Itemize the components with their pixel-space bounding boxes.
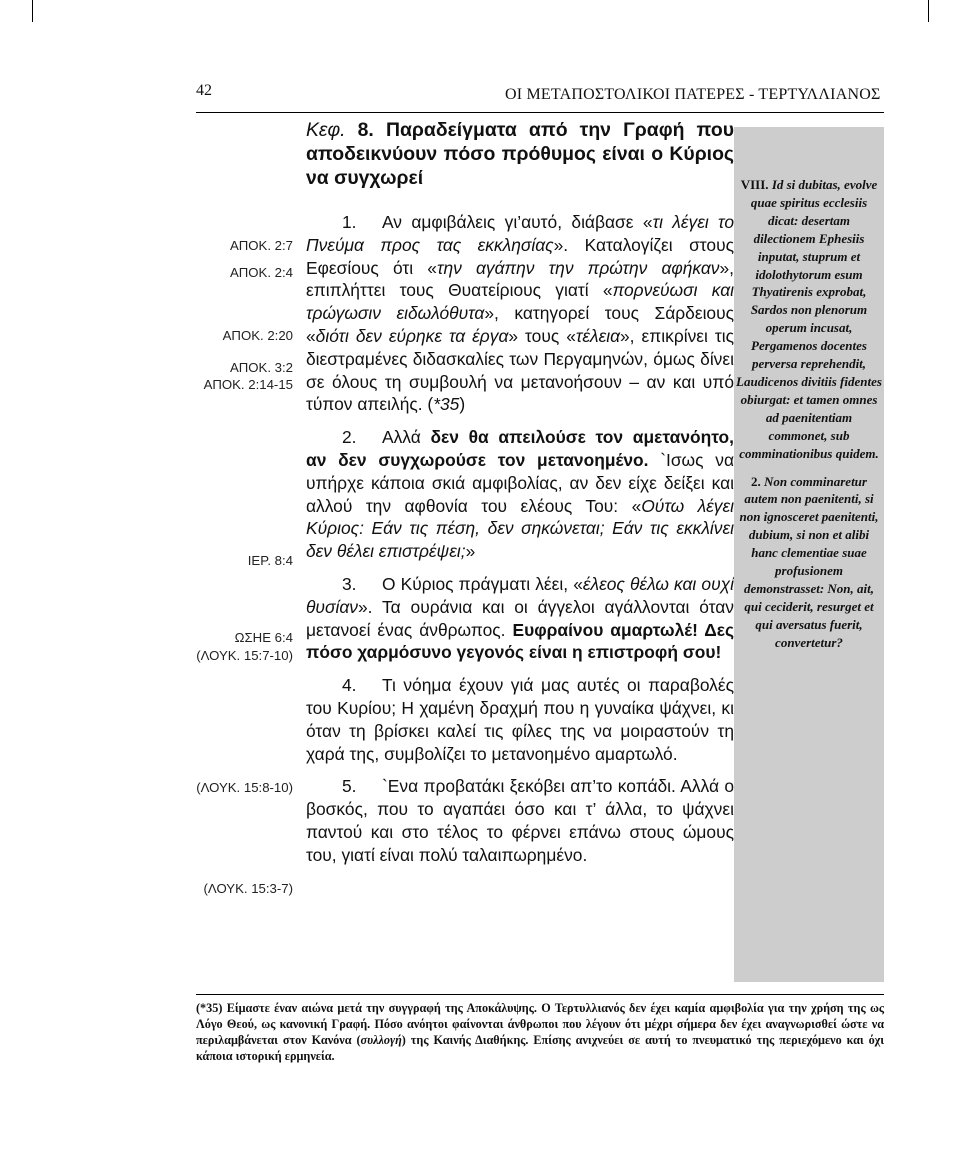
footnote-text: (*35) Είμαστε έναν αιώνα μετά την συγγραφή της Αποκάλυψης. Ο Τερτυλλιανός δεν έχει καμία αμφιβολία για την χρήση της ως Λόγο Θεού, ως κανονική Γραφή. Πόσο ανόητοι φαίνονται άνθρωποι που λέγουν ότι μέχρι σήμερα δεν έχει αναγνωρισθεί ώστε να περιλαμβάνεται στον Κανόνα ( <box>196 1001 884 1047</box>
crop-mark-top-right <box>928 0 929 22</box>
scripture-quote: έλεος θέλω και ουχί θυσίαν <box>306 573 734 617</box>
margin-ref: ΑΠΟΚ. 2:14-15 <box>203 377 293 392</box>
paragraph-5 <box>306 775 734 866</box>
latin-number: VIII. <box>740 177 769 192</box>
text-run: » τους « <box>508 325 576 346</box>
margin-ref: (ΛΟΥΚ. 15:8-10) <box>196 780 293 795</box>
footnote-italic: συλλογή <box>360 1032 402 1047</box>
latin-run: Non comminaretur autem non paenitenti, si non ignosceret paenitenti, dubium, si non et alibi hanc clementiae suae profusionem demonstrasset: Non, ait, qui ceciderit, resurget et qui aversatus fuerit, convertetur? <box>739 473 879 650</box>
footnote-text: ) της Καινής Διαθήκης. Επίσης ανιχνεύει σε αυτή το πνευματικό της περιεχόμενο και όχι κάποια ιστορική ερμηνεία. <box>196 1032 884 1063</box>
paragraph-number: 4. <box>342 675 357 696</box>
latin-number: 2. <box>751 473 761 489</box>
main-text <box>306 118 734 877</box>
paragraph-4 <box>306 674 734 765</box>
paragraph-3 <box>306 573 734 664</box>
margin-ref: ΑΠΟΚ. 3:2 <box>229 360 293 375</box>
text-run: ) <box>459 394 466 415</box>
text-run: ». Καταλογίζει στους Εφεσίους ότι « <box>306 234 734 278</box>
emphasis-text: δεν θα απειλούσε τον αμετανόητο, αν δεν συγχωρούσε τον μετανοημένο. <box>306 427 734 470</box>
page-number: 42 <box>196 82 212 99</box>
paragraph-number: 2. <box>342 427 357 448</box>
text-run: », επικρίνει τις διεστραμένες διδασκαλίες των Περγαμηνών, όμως δίνει σε όλους τη συμβουλή να μετανοήσουν – αν και υπό τύπον απειλής. ( <box>306 325 734 415</box>
scripture-quote: διότι δεν εύρηκε τα έργα <box>315 325 509 346</box>
scripture-quote: Ούτω λέγει Κύριος: Εάν τις πέση, δεν σηκώνεται; Εάν τις εκκλίνει δεν θέλει επιστρέψει; <box>306 495 734 562</box>
text-run: », επιπλήττει τους Θυατείριους γιατί « <box>306 257 734 301</box>
text-run: » <box>465 541 476 562</box>
latin-text <box>736 176 882 662</box>
margin-references <box>150 0 293 1166</box>
footnote <box>196 1001 884 1065</box>
footnote-rule <box>196 994 884 995</box>
running-title: ΟΙ ΜΕΤΑΠΟΣΤΟΛΙΚΟΙ ΠΑΤΕΡΕΣ - ΤΕΡΤΥΛΛΙΑΝΟΣ <box>505 86 881 103</box>
text-run: Ο Κύριος πράγματι λέει, « <box>382 573 583 594</box>
scripture-quote: την αγάπην την πρώτην αφήκαν <box>436 257 720 278</box>
text-run: Τι νόημα έχουν γιά μας αυτές οι παραβολές του Κυρίου; Η χαμένη δραχμή που η γυναίκα ψάχνει, κι όταν τη βρίσκει καλεί τις φίλες της να μοιραστούν τη χαρά της, συμβολίζει το μετανοημένο αμαρτωλό. <box>306 675 734 764</box>
margin-ref: (ΛΟΥΚ. 15:7-10) <box>196 648 293 663</box>
chapter-heading <box>306 118 734 190</box>
text-run: Αλλά <box>382 427 431 448</box>
paragraph-1 <box>306 211 734 416</box>
margin-ref: ΩΣΗΕ 6:4 <box>234 630 293 645</box>
text-run: Αν αμφιβάλεις γι’αυτό, διάβασε « <box>382 212 653 232</box>
footnote-ref: *35 <box>433 394 460 415</box>
paragraph-number: 5. <box>342 776 357 797</box>
margin-ref: (ΛΟΥΚ. 15:3-7) <box>203 881 293 896</box>
paragraph-2 <box>306 426 734 563</box>
margin-ref: ΑΠΟΚ. 2:4 <box>229 265 293 280</box>
chapter-prefix: Κεφ. <box>306 119 346 141</box>
chapter-title: 8. Παραδείγματα από την Γραφή που αποδεικνύουν πόσο πρόθυμος είναι ο Κύριος να συγχωρεί <box>306 119 734 189</box>
scripture-quote: τι λέγει το Πνεύμα προς τας εκκλησίας <box>306 212 734 255</box>
text-run: ». Τα ουράνια και οι άγγελοι αγάλλονται όταν μετανοεί ένας άνθρωπος. <box>306 596 734 640</box>
margin-ref: ΑΠΟΚ. 2:20 <box>222 328 293 343</box>
text-run: `Ενα προβατάκι ξεκόβει απ’το κοπάδι. Αλλά ο βοσκός, που το αγαπάει όσο και τ’ άλλα, το ψάχνει παντού και στο τέλος το φέρνει επάνω στους ώμους του, γιατί είναι πολύ ταλαιπωρημένο. <box>306 776 734 865</box>
margin-ref: ΙΕΡ. 8:4 <box>247 553 293 568</box>
scripture-quote: πορνεύωσι και τρώγωσιν ειδωλόθυτα <box>306 280 734 324</box>
paragraph-number: 1. <box>342 212 357 232</box>
crop-mark-top-left <box>32 0 33 22</box>
paragraph-number: 3. <box>342 573 357 594</box>
latin-paragraph-1 <box>736 176 882 463</box>
emphasis-text: Ευφραίνου αμαρτωλέ! Δες πόσο χαρμόσυνο γεγονός είναι η επιστροφή σου! <box>306 619 734 663</box>
text-run: », κατηγορεί τους Σάρδειους « <box>306 303 734 346</box>
text-run: `Ισως να υπήρχε κάποια σκιά αμφιβολίας, αν δεν είχε δείξει και αλλού την αφθονία του ελέους Του: « <box>306 449 734 516</box>
latin-paragraph-2 <box>736 473 882 652</box>
scripture-quote: τέλεια <box>575 325 621 346</box>
latin-run: Id si dubitas, evolve quae spiritus ecclesiis dicat: desertam dilectionem Ephesiis inputat, stuprum et idolothytorum esum Thyatirenis exprobat, Sardos non plenorum operum incusat, Pergamenos docentes perversa reprehendit, Laudicenos divitiis fidentes obiurgat: et tamen omnes ad paenitentiam commonet, sub comminationibus quidem. <box>736 177 882 461</box>
margin-ref: ΑΠΟΚ. 2:7 <box>229 238 293 253</box>
header-rule <box>196 112 884 113</box>
